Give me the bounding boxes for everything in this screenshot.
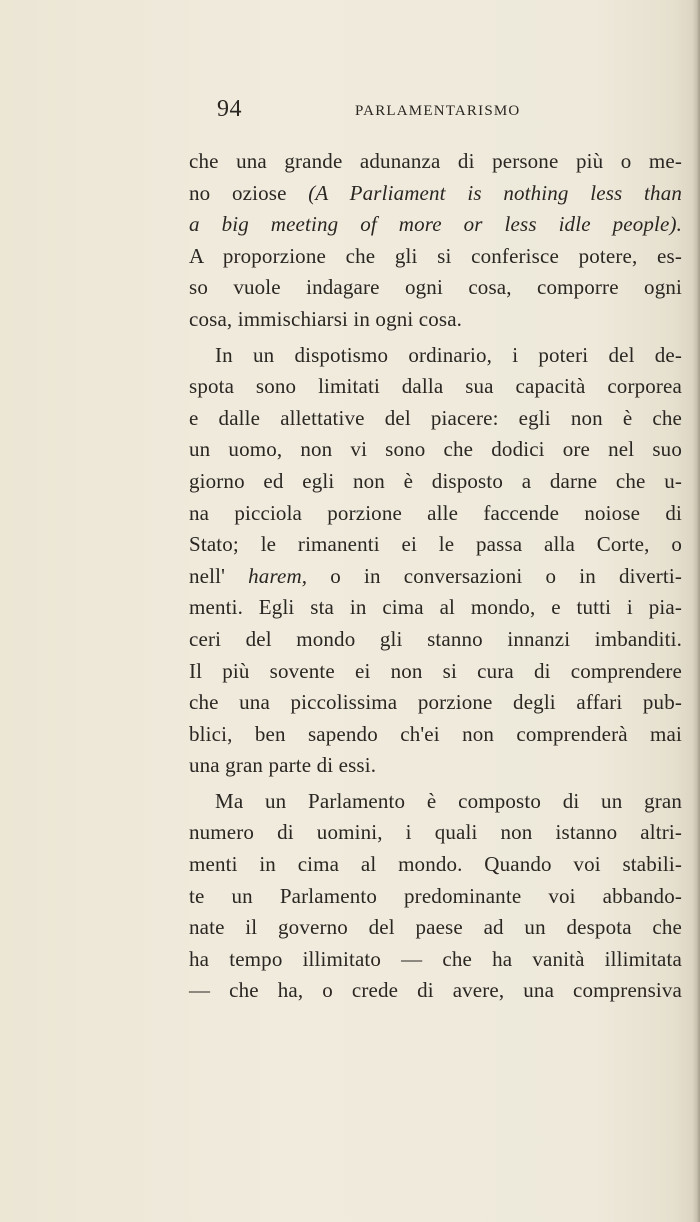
- text-segment: ceri del mondo gli stanno innanzi imbanditi.: [189, 626, 682, 651]
- text-line: [189, 241, 682, 273]
- paragraph: [189, 786, 682, 1007]
- text-line: [189, 624, 682, 656]
- text-segment: che una grande adunanza di persone più o me-: [189, 149, 682, 173]
- text-segment: una gran parte di essi.: [189, 753, 377, 778]
- body-text: [189, 146, 682, 1007]
- text-segment: giorno ed egli non è disposto a darne che u-: [189, 468, 682, 493]
- text-line: [189, 340, 682, 372]
- text-segment: che una piccolissima porzione degli affari pub-: [189, 690, 682, 715]
- text-segment: menti in cima al mondo. Quando voi stabili-: [189, 852, 682, 877]
- text-line: [189, 750, 682, 782]
- text-line: [189, 849, 682, 881]
- paragraph: [189, 340, 682, 782]
- text-segment: te un Parlamento predominante voi abbando-: [189, 883, 682, 908]
- text-segment: un uomo, non vi sono che dodici ore nel suo: [189, 437, 682, 462]
- page-number: 94: [217, 96, 242, 122]
- italic-text: a big meeting of more or less idle people).: [189, 212, 682, 237]
- text-segment: spota sono limitati dalla sua capacità corporea: [189, 374, 682, 399]
- text-line: [189, 371, 682, 403]
- text-line: [189, 272, 682, 304]
- text-line: [189, 498, 682, 530]
- text-line: [189, 912, 682, 944]
- text-segment: so vuole indagare ogni cosa, comporre ogni: [189, 275, 682, 300]
- text-line: [189, 466, 682, 498]
- text-line: [189, 687, 682, 719]
- text-segment: In un dispotismo ordinario, i poteri del de-: [215, 342, 682, 367]
- text-segment: no oziose: [189, 180, 309, 205]
- text-segment: na picciola porzione alle faccende noiose di: [189, 500, 682, 525]
- text-line: [189, 817, 682, 849]
- text-segment: blici, ben sapendo ch'ei non comprenderà mai: [189, 721, 682, 746]
- text-segment: menti. Egli sta in cima al mondo, e tutti i pia-: [189, 595, 682, 620]
- text-line: [189, 403, 682, 435]
- text-line: [189, 209, 682, 241]
- text-segment: Stato; le rimanenti ei le passa alla Corte, o: [189, 532, 682, 557]
- text-segment: — che ha, o crede di avere, una comprensiva: [189, 978, 682, 1003]
- text-segment: nate il governo del paese ad un despota che: [189, 915, 682, 940]
- text-segment: o in conversazioni o in diverti-: [307, 563, 682, 588]
- text-line: [189, 146, 682, 178]
- text-segment: nell': [189, 563, 249, 588]
- text-line: [189, 178, 682, 210]
- page-edge-shadow: [692, 0, 700, 1222]
- paragraph: [189, 146, 682, 336]
- text-line: [189, 656, 682, 688]
- text-segment: e dalle allettative del piacere: egli non è che: [189, 405, 682, 430]
- text-line: [189, 719, 682, 751]
- italic-text: (A Parliament is nothing less than: [308, 180, 682, 205]
- text-line: [189, 529, 682, 561]
- text-line: [189, 786, 682, 818]
- text-segment: Ma un Parlamento è composto di un gran: [215, 788, 682, 813]
- text-line: [189, 592, 682, 624]
- text-line: [189, 434, 682, 466]
- text-line: [189, 975, 682, 1007]
- text-segment: ha tempo illimitato — che ha vanità illimitata: [189, 946, 682, 971]
- text-segment: numero di uomini, i quali non istanno altri-: [189, 820, 682, 845]
- page-header: [217, 96, 687, 126]
- running-title: PARLAMENTARISMO: [355, 103, 521, 119]
- text-segment: A proporzione che gli si conferisce potere, es-: [189, 243, 682, 268]
- text-line: [189, 304, 682, 336]
- text-line: [189, 561, 682, 593]
- text-line: [189, 881, 682, 913]
- text-segment: Il più sovente ei non si cura di comprendere: [189, 658, 682, 683]
- text-segment: cosa, immischiarsi in ogni cosa.: [189, 306, 463, 331]
- text-line: [189, 944, 682, 976]
- italic-text: harem,: [248, 563, 308, 588]
